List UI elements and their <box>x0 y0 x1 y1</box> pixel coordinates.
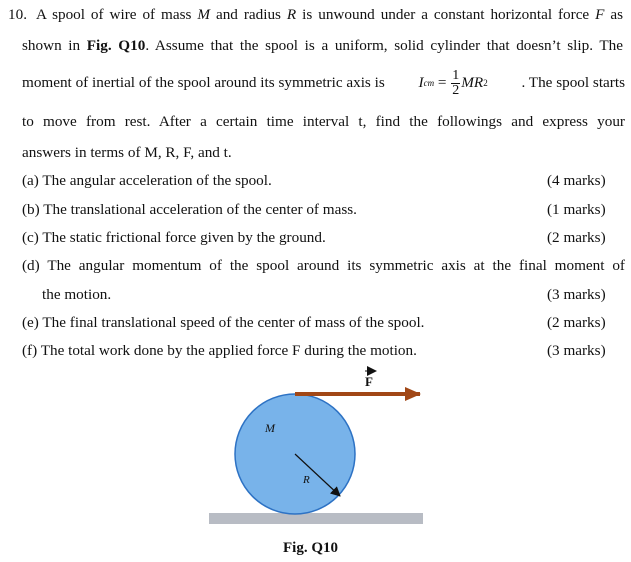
part-d-label: (d) The angular momentum of the spool around its symmetric axis at the final moment of <box>22 257 625 274</box>
part-e-marks: (2 marks) <box>547 314 606 331</box>
symbol-mass: M <box>197 6 211 23</box>
fraction-numerator: 1 <box>452 67 460 83</box>
text-segment: as <box>604 6 624 23</box>
ground-surface <box>209 513 423 524</box>
radius-label: R <box>303 474 310 486</box>
mass-label: M <box>265 421 275 435</box>
superscript-2: 2 <box>483 78 488 88</box>
subscript-cm: cm <box>423 78 435 88</box>
part-a-marks: (4 marks) <box>547 172 606 189</box>
symbol-mr: MR <box>461 74 484 91</box>
question-line-4: to move from rest. After a certain time interval t, find the followings and express your <box>22 113 625 130</box>
part-d-marks: (3 marks) <box>547 286 606 303</box>
part-a-label: (a) The angular acceleration of the spool. <box>22 172 272 189</box>
fraction-denominator: 2 <box>452 82 460 98</box>
text-segment: shown in <box>22 37 87 54</box>
text-segment: . Assume that the spool is a uniform, solid cylinder that doesn’t slip. The <box>145 37 623 54</box>
force-label: F <box>365 374 373 389</box>
part-b-marks: (1 marks) <box>547 201 606 218</box>
part-e-label: (e) The final translational speed of the center of mass of the spool. <box>22 314 425 331</box>
text-segment: moment of inertial of the spool around its symmetric axis is <box>22 74 385 91</box>
part-c-marks: (2 marks) <box>547 229 606 246</box>
question-number: 10. <box>8 6 27 23</box>
text-segment: and radius <box>210 6 287 23</box>
part-d-continuation: the motion. <box>42 286 112 303</box>
text-segment: is unwound under a constant horizontal force <box>296 6 596 23</box>
symbol-inertia: I <box>418 74 424 91</box>
figure-reference: Fig. Q10 <box>86 37 146 54</box>
question-line-5: answers in terms of M, R, F, and t. <box>22 144 232 161</box>
symbol-force: F <box>595 6 605 23</box>
text-segment: A spool of wire of mass <box>36 6 198 23</box>
part-f-label: (f) The total work done by the applied force F during the motion. <box>22 342 417 359</box>
part-c-label: (c) The static frictional force given by the ground. <box>22 229 326 246</box>
part-f-marks: (3 marks) <box>547 342 606 359</box>
symbol-radius: R <box>286 6 297 23</box>
figure-caption: Fig. Q10 <box>283 540 338 556</box>
text-segment: . The spool starts <box>521 74 625 91</box>
equals-sign: = <box>434 74 451 91</box>
part-b-label: (b) The translational acceleration of the center of mass. <box>22 201 357 218</box>
